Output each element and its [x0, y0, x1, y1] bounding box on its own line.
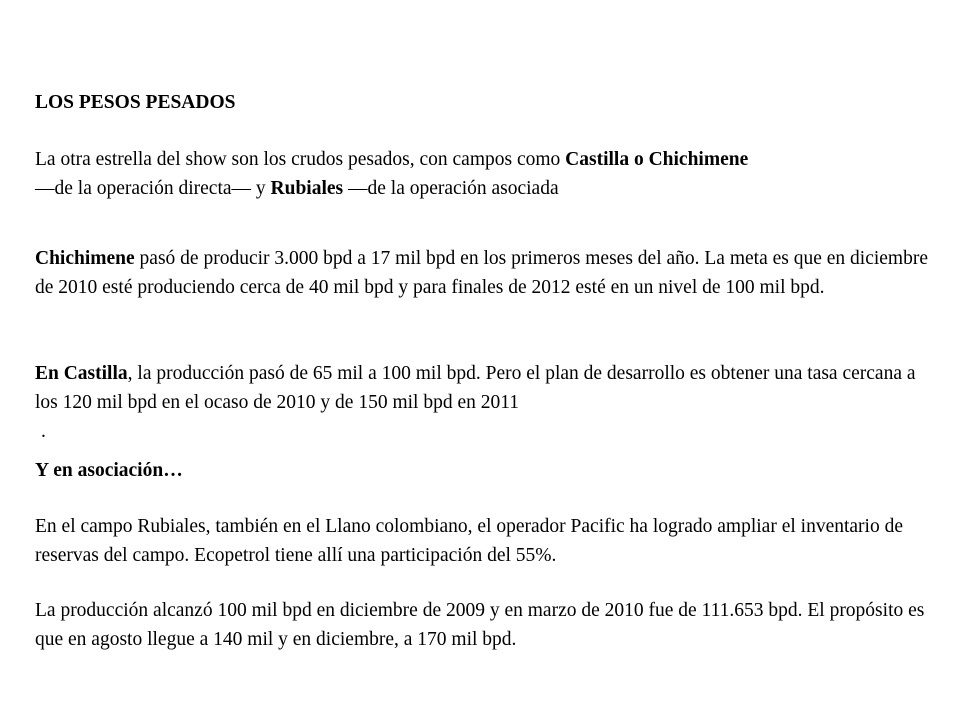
paragraph-rubiales: En el campo Rubiales, también en el Llano colombiano, el operador Pacific ha logrado ampliar el inventario de reservas del campo. Ecopetrol tiene allí una participación del 55%. [35, 516, 903, 566]
slide [35, 0, 935, 720]
p1-bold-rubiales: Rubiales [270, 178, 344, 199]
p1-bold-fields: Castilla o Chichimene [565, 149, 749, 170]
paragraph-chichimene [35, 244, 935, 302]
section-heading-association: Y en asociación… [35, 460, 183, 481]
p1-text-1: La otra estrella del show son los crudos pesados, con campos como [35, 149, 566, 170]
paragraph-castilla [35, 359, 935, 446]
p3-bold-castilla: En Castilla [35, 363, 128, 384]
paragraph-production: La producción alcanzó 100 mil bpd en diciembre de 2009 y en marzo de 2010 fue de 111.653 bpd. El propósito es que en agosto llegue a 140 mil y en diciembre, a 170 mil bpd. [35, 600, 925, 650]
paragraph-heavy-crudes [35, 145, 935, 203]
p1-text-2: —de la operación directa— y [35, 178, 271, 199]
p3-dot: . [41, 421, 46, 442]
p3-text: , la producción pasó de 65 mil a 100 mil bpd. Pero el plan de desarrollo es obtener una tasa cercana a los 120 mil bpd en el ocaso de 2010 y de 150 mil bpd en 2011 [35, 363, 916, 413]
p2-bold-chichimene: Chichimene [35, 248, 135, 269]
p1-text-3: —de la operación asociada [343, 178, 559, 199]
section-title: LOS PESOS PESADOS [35, 92, 236, 113]
p2-text: pasó de producir 3.000 bpd a 17 mil bpd en los primeros meses del año. La meta es que en diciembre de 2010 esté produciendo cerca de 40 mil bpd y para finales de 2012 esté en un nivel de 100 mil bpd. [35, 248, 929, 298]
